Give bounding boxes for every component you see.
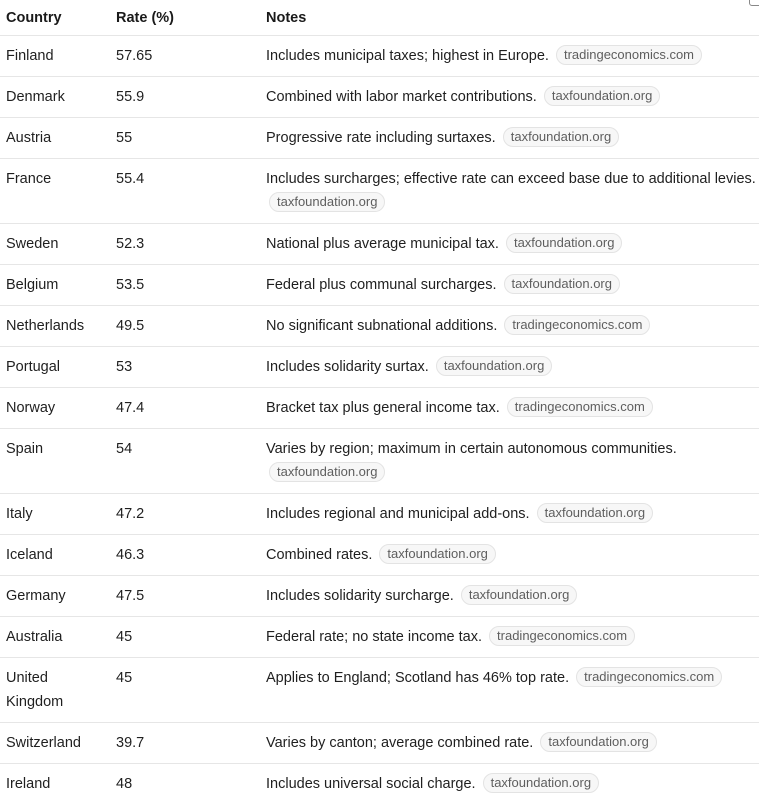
source-link[interactable]: taxfoundation.org — [503, 127, 619, 147]
note-text: Includes universal social charge. — [266, 776, 476, 792]
source-link[interactable]: taxfoundation.org — [269, 462, 385, 482]
rate-value: 47.5 — [116, 588, 144, 604]
country-name: Austria — [6, 130, 51, 146]
source-link[interactable]: taxfoundation.org — [544, 86, 660, 106]
table-row — [0, 77, 759, 118]
country-cell — [0, 224, 110, 265]
note-text: Combined rates. — [266, 547, 372, 563]
country-cell — [0, 265, 110, 306]
rate-cell — [110, 224, 260, 265]
rate-value: 39.7 — [116, 735, 144, 751]
table-row — [0, 36, 759, 77]
notes-cell — [260, 159, 759, 224]
country-cell — [0, 535, 110, 576]
note-text: National plus average municipal tax. — [266, 236, 499, 252]
table-row — [0, 159, 759, 224]
rate-cell — [110, 764, 260, 804]
note-text: Includes solidarity surtax. — [266, 359, 429, 375]
header-country: Country — [0, 0, 110, 36]
rate-value: 55.9 — [116, 89, 144, 105]
country-cell — [0, 429, 110, 494]
country-cell — [0, 617, 110, 658]
notes-cell — [260, 224, 759, 265]
country-name: France — [6, 171, 51, 187]
rate-cell — [110, 658, 260, 723]
note-text: No significant subnational additions. — [266, 318, 497, 334]
rate-cell — [110, 388, 260, 429]
country-cell — [0, 723, 110, 764]
source-link[interactable]: taxfoundation.org — [269, 192, 385, 212]
country-name: United Kingdom — [6, 670, 63, 710]
source-link[interactable]: tradingeconomics.com — [576, 667, 722, 687]
country-name: Portugal — [6, 359, 60, 375]
note-text: Bracket tax plus general income tax. — [266, 400, 500, 416]
rate-value: 55 — [116, 130, 132, 146]
rate-cell — [110, 77, 260, 118]
rate-value: 55.4 — [116, 171, 144, 187]
note-text: Combined with labor market contributions. — [266, 89, 537, 105]
rate-value: 45 — [116, 629, 132, 645]
rate-cell — [110, 494, 260, 535]
rate-value: 48 — [116, 776, 132, 792]
notes-cell — [260, 723, 759, 764]
source-link[interactable]: taxfoundation.org — [540, 732, 656, 752]
note-text: Includes municipal taxes; highest in Europe. — [266, 48, 549, 64]
rate-value: 47.4 — [116, 400, 144, 416]
country-cell — [0, 159, 110, 224]
table-row — [0, 494, 759, 535]
notes-cell — [260, 388, 759, 429]
country-name: Belgium — [6, 277, 58, 293]
table-row — [0, 535, 759, 576]
rate-value: 46.3 — [116, 547, 144, 563]
notes-cell — [260, 347, 759, 388]
rate-value: 53.5 — [116, 277, 144, 293]
table-row — [0, 429, 759, 494]
source-link[interactable]: taxfoundation.org — [504, 274, 620, 294]
notes-cell — [260, 764, 759, 804]
source-link[interactable]: taxfoundation.org — [436, 356, 552, 376]
notes-cell — [260, 429, 759, 494]
notes-cell — [260, 36, 759, 77]
country-name: Denmark — [6, 89, 65, 105]
note-text: Varies by canton; average combined rate. — [266, 735, 533, 751]
table-row — [0, 306, 759, 347]
country-name: Finland — [6, 48, 54, 64]
country-cell — [0, 77, 110, 118]
note-text: Federal plus communal surcharges. — [266, 277, 497, 293]
country-cell — [0, 388, 110, 429]
table-row — [0, 617, 759, 658]
table-row — [0, 388, 759, 429]
source-link[interactable]: tradingeconomics.com — [489, 626, 635, 646]
source-link[interactable]: taxfoundation.org — [506, 233, 622, 253]
notes-cell — [260, 576, 759, 617]
rate-cell — [110, 535, 260, 576]
rate-value: 49.5 — [116, 318, 144, 334]
rate-cell — [110, 429, 260, 494]
rate-cell — [110, 617, 260, 658]
note-text: Progressive rate including surtaxes. — [266, 130, 496, 146]
rate-cell — [110, 347, 260, 388]
table-row — [0, 347, 759, 388]
notes-cell — [260, 306, 759, 347]
note-text: Federal rate; no state income tax. — [266, 629, 482, 645]
source-link[interactable]: tradingeconomics.com — [556, 45, 702, 65]
table-row — [0, 723, 759, 764]
table-row — [0, 658, 759, 723]
rate-cell — [110, 306, 260, 347]
header-rate: Rate (%) — [110, 0, 260, 36]
rate-cell — [110, 576, 260, 617]
notes-cell — [260, 265, 759, 306]
header-notes: Notes — [260, 0, 759, 36]
table-row — [0, 576, 759, 617]
country-cell — [0, 764, 110, 804]
notes-cell — [260, 494, 759, 535]
note-text: Includes regional and municipal add-ons. — [266, 506, 530, 522]
country-name: Switzerland — [6, 735, 81, 751]
country-name: Italy — [6, 506, 33, 522]
rate-value: 57.65 — [116, 48, 152, 64]
rate-value: 52.3 — [116, 236, 144, 252]
country-cell — [0, 347, 110, 388]
rate-value: 45 — [116, 670, 132, 686]
notes-cell — [260, 658, 759, 723]
note-text: Includes solidarity surcharge. — [266, 588, 454, 604]
table-row — [0, 118, 759, 159]
country-name: Spain — [6, 441, 43, 457]
table-row — [0, 764, 759, 804]
source-link[interactable]: taxfoundation.org — [537, 503, 653, 523]
rate-cell — [110, 118, 260, 159]
rate-value: 53 — [116, 359, 132, 375]
country-cell — [0, 306, 110, 347]
country-name: Australia — [6, 629, 62, 645]
country-cell — [0, 576, 110, 617]
rate-value: 54 — [116, 441, 132, 457]
notes-cell — [260, 118, 759, 159]
note-text: Includes surcharges; effective rate can exceed base due to additional levies. — [266, 171, 756, 187]
source-link[interactable]: taxfoundation.org — [483, 773, 599, 793]
notes-cell — [260, 617, 759, 658]
note-text: Varies by region; maximum in certain autonomous communities. — [266, 441, 677, 457]
rate-cell — [110, 723, 260, 764]
country-name: Germany — [6, 588, 66, 604]
country-cell — [0, 658, 110, 723]
notes-cell — [260, 77, 759, 118]
country-name: Ireland — [6, 776, 50, 792]
source-link[interactable]: tradingeconomics.com — [504, 315, 650, 335]
country-name: Sweden — [6, 236, 58, 252]
country-name: Iceland — [6, 547, 53, 563]
country-cell — [0, 494, 110, 535]
rate-cell — [110, 159, 260, 224]
source-link[interactable]: taxfoundation.org — [379, 544, 495, 564]
table-row — [0, 265, 759, 306]
country-name: Norway — [6, 400, 55, 416]
notes-cell — [260, 535, 759, 576]
source-link[interactable]: taxfoundation.org — [461, 585, 577, 605]
source-link[interactable]: tradingeconomics.com — [507, 397, 653, 417]
table-row — [0, 224, 759, 265]
country-cell — [0, 118, 110, 159]
table-header-row — [0, 0, 759, 36]
country-name: Netherlands — [6, 318, 84, 334]
rate-value: 47.2 — [116, 506, 144, 522]
rate-cell — [110, 265, 260, 306]
note-text: Applies to England; Scotland has 46% top rate. — [266, 670, 569, 686]
country-cell — [0, 36, 110, 77]
rate-cell — [110, 36, 260, 77]
